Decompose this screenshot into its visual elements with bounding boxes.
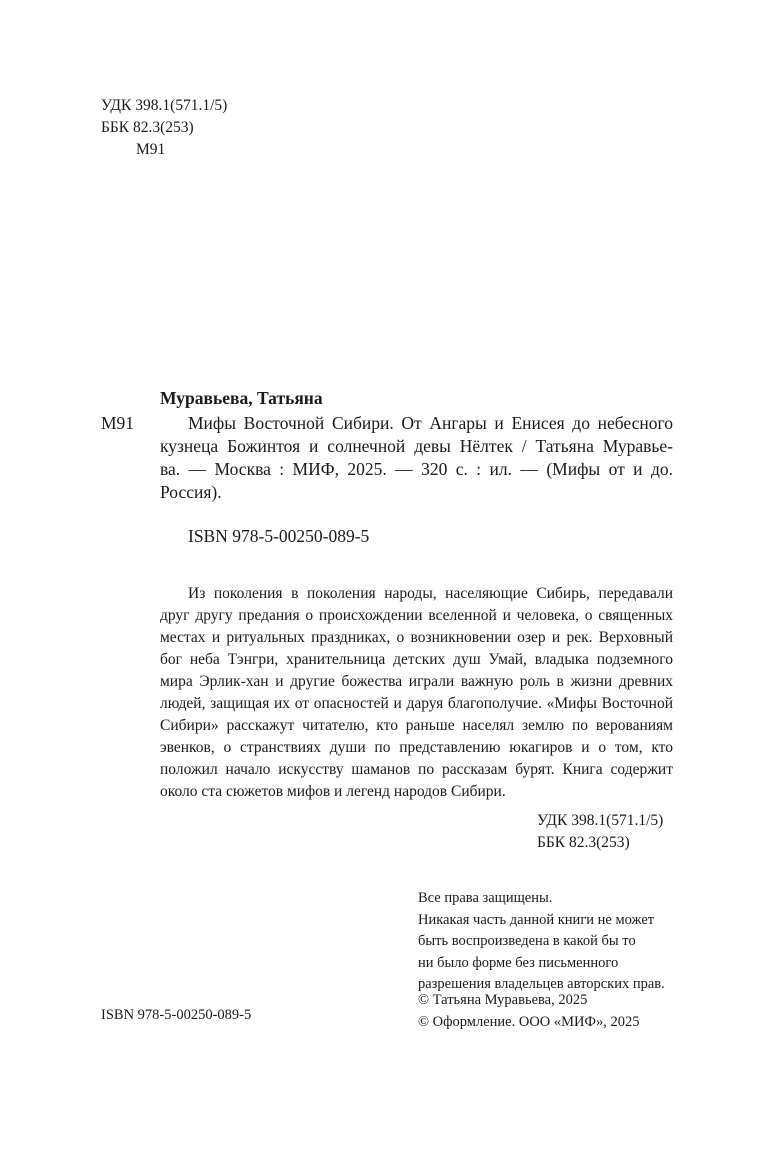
rights-line: быть воспроизведена в какой бы то [418,933,636,949]
bottom-isbn: ISBN 978-5-00250-089-5 [101,1007,252,1023]
annotation-text [160,583,673,803]
copyright-author: © Татьяна Муравьева, 2025 [418,992,588,1008]
annotation-line: друг другу предания о происхождении вселенной и человека, о священных [160,607,673,624]
annotation-udk-code: УДК 398.1(571.1/5) [537,812,664,829]
annotation-line: положил начало искусству шаманов по рассказам бурят. Книга содержит [160,761,673,778]
description-line: ва. — Москва : МИФ, 2025. — 320 с. : ил. — (Мифы от и до. [160,459,673,479]
rights-line: Никакая часть данной книги не может [418,911,655,928]
top-classification-codes [101,95,227,161]
annotation-line: мира Эрлик-хан и другие божества играли важную роль в жизни древних [160,673,673,690]
rights-line: Все права защищены. [418,890,553,906]
description-line: Мифы Восточной Сибири. От Ангары и Енисея до небесного [188,413,673,433]
rights-line: разрешения владельцев авторских прав. [418,976,665,992]
annotation-line: около ста сюжетов мифов и легенд народов Сибири. [160,783,506,800]
top-author-mark: М91 [136,141,166,158]
description-line: Россия). [160,482,222,502]
record-author-mark: М91 [101,413,135,433]
description-line: кузнеца Божинтоя и солнечной девы Нёлтек / Татьяна Муравье- [160,436,673,456]
annotation-classification [537,810,663,854]
bibliographic-description [160,412,673,504]
top-udk-code: УДК 398.1(571.1/5) [101,97,228,114]
copyright-block [418,990,639,1033]
copyright-design: © Оформление. ООО «МИФ», 2025 [418,1013,640,1030]
annotation-line: местах и ритуальных праздниках, о возникновении озер и рек. Верховный [160,629,673,646]
top-bbk-code: ББК 82.3(253) [101,119,194,136]
annotation-line: бог неба Тэнгри, хранительница детских душ Умай, владыка подземного [160,651,673,668]
annotation-line: эвенков, о странствиях души по представлению юкагиров и о том, кто [160,739,673,756]
annotation-bbk-code: ББК 82.3(253) [537,834,630,851]
record-isbn: ISBN 978-5-00250-089-5 [188,526,370,546]
author-heading: Муравьева, Татьяна [160,388,323,408]
rights-notice [418,888,665,996]
rights-line: ни было форме без письменного [418,954,619,971]
annotation-line: Сибири» расскажут читателю, кто раньше населял землю по верованиям [160,717,673,734]
annotation-line: людей, защищая их от опасностей и даруя благополучие. «Мифы Восточной [160,695,673,712]
annotation-line: Из поколения в поколения народы, населяющие Сибирь, передавали [188,585,673,602]
